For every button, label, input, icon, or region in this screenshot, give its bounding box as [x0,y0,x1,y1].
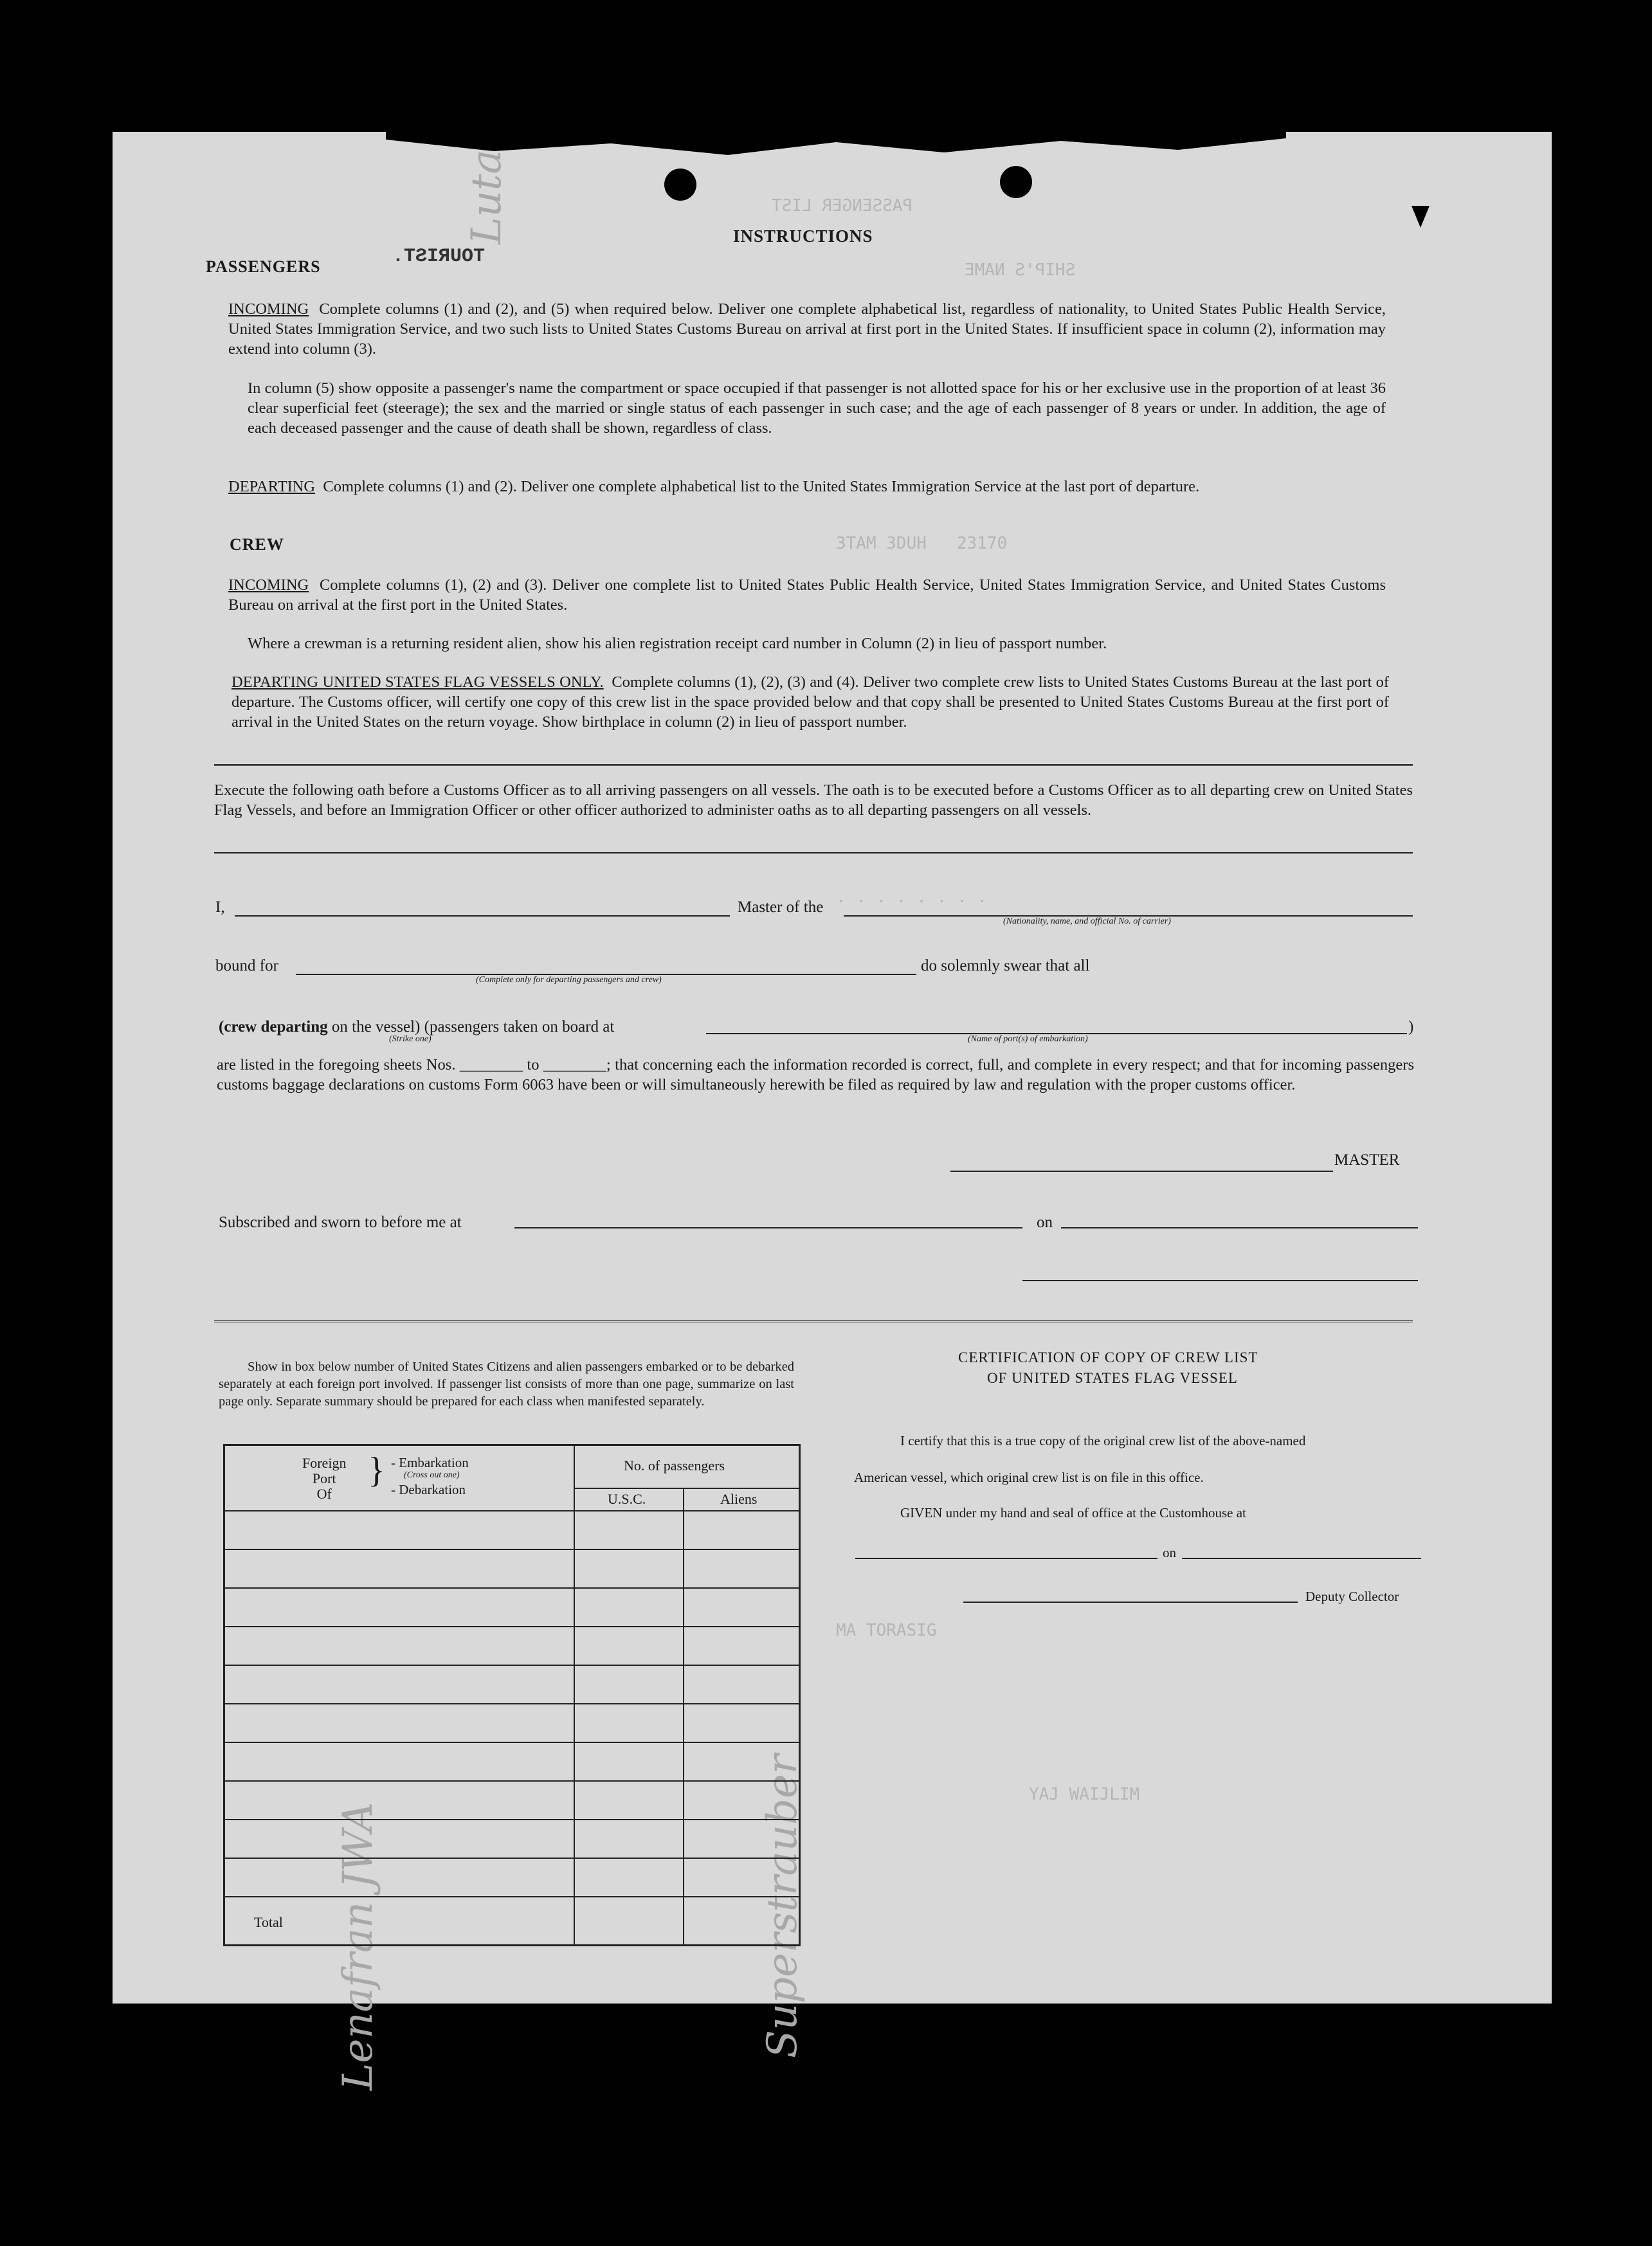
of-label: Of [316,1486,332,1502]
passengers-departing-paragraph [228,477,1386,497]
foreign-label: Foreign [302,1455,347,1471]
punch-hole-left [664,169,696,201]
bleed-through-text: YAJ WAIJLIM [1029,1785,1140,1804]
sworn-location-field[interactable] [514,1227,1022,1228]
crew-heading: CREW [230,535,284,554]
passengers-incoming-label: INCOMING [228,300,309,318]
master-of-the-label: Master of the [738,899,824,916]
no-of-passengers-header: No. of passengers [624,1457,725,1474]
table-row [225,1703,799,1704]
brace-icon: } [368,1450,385,1490]
strike-one-caption: (Strike one) [389,1034,431,1044]
table-row [225,1510,799,1511]
on-the-vessel-text: on the vessel) [331,1018,421,1036]
customhouse-field[interactable] [855,1558,1157,1559]
cert-on-label: on [1163,1545,1176,1560]
american-vessel-text: American vessel, which original crew list is on file in this office. [854,1470,1204,1485]
aliens-header: Aliens [720,1491,758,1507]
table-col-divider [574,1446,575,1944]
punch-hole-right [1000,166,1032,198]
table-row [225,1742,799,1743]
table-header-divider [574,1488,799,1489]
passengers-incoming-text: Complete columns (1) and (2), and (5) when required below. Deliver one complete alphabetical list, regardless of nationality, to United States Public Health Service, United States Immigration Service, and two such lists to United States Customs Bureau on arrival at first port in the United States. If insufficient space in column (2), information may extend into column (3). [228,300,1386,358]
sworn-on-label: on [1037,1214,1053,1231]
embarkation-option[interactable]: - Embarkation [391,1455,469,1470]
passengers-heading: PASSENGERS [206,257,321,276]
tourist-stamp-mirrored: TOURIST. [392,246,486,268]
table-row [225,1549,799,1550]
passenger-summary-table [223,1444,801,1946]
bound-for-label: bound for [215,957,278,974]
section-divider [214,1320,1413,1322]
cert-date-field[interactable] [1182,1558,1421,1559]
oath-i-label: I, [215,899,225,916]
section-divider [214,764,1413,766]
certify-text: I certify that this is a true copy of the original crew list of the above-named [900,1433,1306,1448]
certification-title-line2: OF UNITED STATES FLAG VESSEL [987,1370,1238,1386]
table-row [225,1780,799,1782]
oath-strike-line [219,1018,614,1036]
crew-departing-option[interactable]: (crew departing [219,1018,328,1036]
table-row [225,1587,799,1589]
foreign-port-of-header [302,1456,346,1502]
handwritten-bleed: Luta [463,149,511,244]
table-row [225,1896,799,1897]
certification-title-line1: CERTIFICATION OF COPY OF CREW LIST [958,1349,1258,1365]
bleed-through-text: 3TAM 3DUH 23170 [836,534,1008,553]
bleed-through-text: MA TORASIG [836,1621,937,1640]
passengers-incoming-paragraph [228,299,1386,359]
crew-incoming-label: INCOMING [228,576,309,594]
bound-for-caption: (Complete only for departing passengers and crew) [476,975,662,985]
table-col-divider [683,1488,684,1944]
sworn-date-field[interactable] [1061,1227,1418,1228]
debarkation-option[interactable]: - Debarkation [391,1482,466,1497]
passengers-departing-label: DEPARTING [228,478,316,495]
table-row [225,1819,799,1820]
handwritten-bleed: Superstrauber [759,1754,806,2058]
handwritten-bleed: Lenafran JWA [334,1802,382,2090]
section-divider [214,852,1413,854]
cross-out-caption: (Cross out one) [404,1470,460,1480]
page-title: INSTRUCTIONS [733,226,873,246]
passengers-departing-text: Complete columns (1) and (2). Deliver one complete alphabetical list to the United States Immigration Service at the last port of departure. [323,478,1200,495]
crew-departing-text: Complete columns (1), (2), (3) and (4). Deliver two complete crew lists to United States Customs Bureau at the last port of departure. The Customs officer, will certify one copy of this crew list in the space provided below and that copy shall be presented to United States Customs Bureau at the first port of arrival in the United States on the return voyage. Show birthplace in column (2) in lieu of passport number. [231,673,1389,731]
deputy-signature-field[interactable] [963,1602,1298,1603]
bleed-through-text: PASSENGER LIST [772,196,913,215]
summary-instructions: Show in box below number of United States Citizens and alien passengers embarked or to be debarked separately at each foreign port involved. If passenger list consists of more than one page, summarize on last page only. Separate summary should be prepared for each class when manifested separately. [219,1360,794,1409]
bleed-through-text: SHIP'S NAME [965,260,1076,280]
table-row [225,1626,799,1627]
crew-returning-paragraph: Where a crewman is a returning resident alien, show his alien registration receipt card number in Column (2) in lieu of passport number. [248,635,1107,652]
crew-incoming-text: Complete columns (1), (2) and (3). Deliver one complete list to United States Public Health Service, United States Immigration Service, and United States Customs Bureau on arrival at the first port in the United States. [228,576,1386,614]
crew-departing-paragraph [231,672,1389,732]
ports-caption: (Name of port(s) of embarkation) [968,1034,1088,1044]
table-row [225,1665,799,1666]
close-paren: ) [1408,1018,1414,1036]
table-row [225,1858,799,1859]
passengers-taken-option[interactable]: (passengers taken on board at [424,1018,615,1036]
crew-incoming-paragraph [228,575,1386,615]
passengers-column5-paragraph: In column (5) show opposite a passenger's name the compartment or space occupied if that passenger is not allotted space for his or her exclusive use in the proportion of at least 36 clear superficial feet (steerage); the sex and the married or single status of each passenger in such case; and the age of each passenger of 8 years or under. In addition, the age of each deceased passenger and the cause of death shall be shown, regardless of class. [248,379,1386,437]
oath-intro: Execute the following oath before a Customs Officer as to all arriving passengers on all vessels. The oath is to be executed before a Customs Officer as to all departing crew on United States Flag Vessels, and before an Immigration Officer or other officer authorized to administer oaths as to all departing passengers on all vessels. [214,781,1413,819]
port-label: Port [312,1470,336,1486]
master-name-field[interactable] [235,915,730,917]
crew-departing-label: DEPARTING UNITED STATES FLAG VESSELS ONLY. [231,673,604,691]
bleed-through-text: . . . . . . . . [836,888,987,907]
corner-mark-icon [1411,206,1430,228]
listed-sheets-paragraph: are listed in the foregoing sheets Nos. ________ to ________; that concerning each the information recorded is correct, full, and complete in every respect; and that for incoming passengers customs baggage declarations on customs Form 6063 have been or will simultaneously herewith be filed as required by law and regulation with the proper customs officer. [217,1056,1414,1093]
solemnly-swear-text: do solemnly swear that all [921,957,1090,974]
subscribed-label: Subscribed and sworn to before me at [219,1214,462,1231]
officer-signature-field[interactable] [1022,1280,1418,1281]
given-text: GIVEN under my hand and seal of office at the Customhouse at [900,1505,1246,1520]
deputy-collector-label: Deputy Collector [1305,1589,1399,1604]
master-label: MASTER [1334,1151,1400,1169]
master-signature-field[interactable] [950,1171,1333,1172]
carrier-caption: (Nationality, name, and official No. of carrier) [1003,917,1171,926]
usc-header: U.S.C. [608,1491,646,1507]
total-label: Total [254,1914,283,1930]
